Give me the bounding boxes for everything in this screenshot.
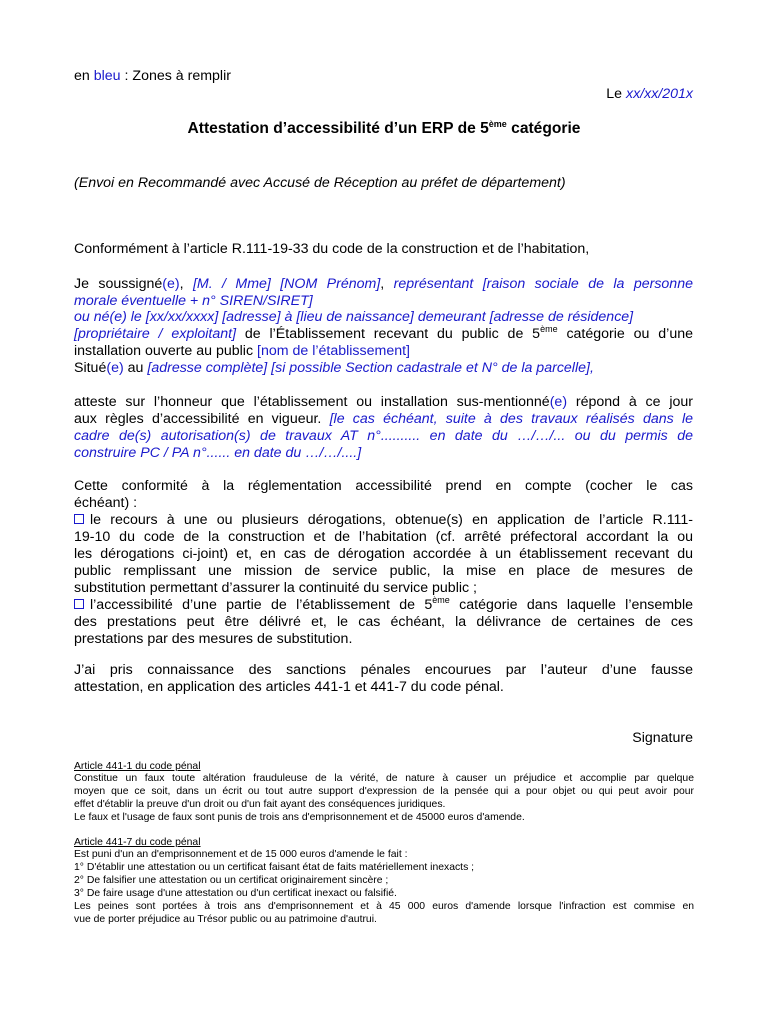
permit-field[interactable]: cadre de(s) autorisation(s) de travaux AT n°.......... en date du …/…/... ou du permis de bbox=[74, 428, 693, 444]
article-441-7-line-3: 2° De falsifier une attestation ou un certificat originairement sincère ; bbox=[74, 875, 389, 886]
conformite-line-2: échéant) : bbox=[74, 495, 138, 511]
article-441-1-title: Article 441-1 du code pénal bbox=[74, 761, 201, 772]
option-derogation-line-3: les dérogations ci-joint) et, en cas de dérogation accordée à un établissement recevant du bbox=[74, 546, 693, 562]
document-date bbox=[606, 86, 693, 102]
legend-prefix: en bbox=[74, 68, 90, 84]
option-partial-line-2: des prestations peut être délivré et, le cas échéant, la délivrance de certaines de ces bbox=[74, 614, 693, 630]
option-derogation-line-5: substitution permettant d’assurer la continuité du service public ; bbox=[74, 580, 477, 596]
date-field[interactable]: xx/xx/201x bbox=[625, 86, 693, 102]
honneur-line-1: atteste sur l’honneur que l’établissement ou installation sus-mentionné(e) répond à ce jour bbox=[74, 394, 693, 410]
option-partial-line-3: prestations par des mesures de substitution. bbox=[74, 631, 353, 647]
declarant-line-6: Situé(e) au [adresse complète] [si possible Section cadastrale et N° de la parcelle], bbox=[74, 360, 594, 376]
name-field[interactable]: [M. / Mme] [NOM Prénom] bbox=[192, 276, 381, 292]
article-441-7-line-2: 1° D'établir une attestation ou un certificat faisant état de faits matériellement inexacts ; bbox=[74, 862, 475, 873]
article-441-7-line-1: Est puni d'un an d'emprisonnement et de 15 000 euros d'amende le fait : bbox=[74, 849, 408, 860]
page-subtitle: (Envoi en Recommandé avec Accusé de Réception au préfet de département) bbox=[74, 175, 566, 191]
option-derogation: le recours à une ou plusieurs dérogations, obtenue(s) en application de l’article R.111- bbox=[74, 512, 693, 528]
option-derogation-line-4: public remplissant une mission de service public, la mise en place de mesures de bbox=[74, 563, 693, 579]
article-441-1-line-2: moyen que ce soit, dans un écrit ou tout autre support d'expression de la pensée qui a pour objet ou qui peut avoir pour bbox=[74, 786, 694, 797]
role-field[interactable]: [propriétaire / exploitant] bbox=[74, 326, 237, 342]
legend-suffix: : Zones à remplir bbox=[124, 68, 231, 84]
page-title: Attestation d’accessibilité d’un ERP de 5ème catégorie bbox=[187, 119, 581, 137]
declarant-line-4: [propriétaire / exploitant] de l’Établissement recevant du public de 5ème catégorie ou d’une bbox=[74, 324, 693, 342]
declarant-line-5: installation ouverte au public [nom de l’établissement] bbox=[74, 343, 410, 359]
checkbox-partial-access[interactable] bbox=[74, 599, 84, 609]
full-address-field[interactable]: [adresse complète] [si possible Section cadastrale et N° de la parcelle], bbox=[147, 360, 594, 376]
birth-address-field[interactable]: ou né(e) le [xx/xx/xxxx] [adresse] à [lieu de naissance] demeurant [adresse de résidence] bbox=[74, 309, 634, 325]
declarant-line-1: Je soussigné(e), [M. / Mme] [NOM Prénom], représentant [raison sociale de la personne bbox=[74, 276, 693, 292]
signature-label: Signature bbox=[632, 730, 693, 746]
option-derogation-line-2: 19-10 du code de la construction et de l’habitation (cf. arrêté préfectoral accordant la ou bbox=[74, 529, 693, 545]
works-field[interactable]: [le cas échéant, suite à des travaux réalisés dans le bbox=[329, 411, 693, 427]
gender-field[interactable]: (e) bbox=[162, 276, 180, 292]
article-441-7-title: Article 441-7 du code pénal bbox=[74, 837, 201, 848]
title-superscript: ème bbox=[488, 119, 507, 129]
article-441-1-line-3: effet d'établir la preuve d'un droit ou d'un fait ayant des conséquences juridiques. bbox=[74, 799, 446, 810]
sanctions-line-2: attestation, en application des articles 441-1 et 441-7 du code pénal. bbox=[74, 679, 504, 695]
company-field[interactable]: représentant [raison sociale de la personne bbox=[393, 276, 693, 292]
option-partial-access: l’accessibilité d’une partie de l’établissement de 5ème catégorie dans laquelle l’ensemble bbox=[74, 597, 693, 613]
article-441-7-line-5: Les peines sont portées à trois ans d'emprisonnement et à 45 000 euros d'amende lorsque l'infraction est commise en bbox=[74, 901, 694, 912]
siren-field[interactable]: morale éventuelle + n° SIREN/SIRET] bbox=[74, 293, 313, 309]
sanctions-line-1: J’ai pris connaissance des sanctions pénales encourues par l’auteur d’une fausse bbox=[74, 662, 693, 678]
establishment-name-field[interactable]: [nom de l’établissement] bbox=[257, 343, 410, 359]
honneur-line-2: aux règles d’accessibilité en vigueur. [le cas échéant, suite à des travaux réalisés dans le bbox=[74, 411, 693, 427]
conformite-line-1: Cette conformité à la réglementation accessibilité prend en compte (cocher le cas bbox=[74, 478, 693, 494]
fill-legend bbox=[74, 68, 693, 84]
legend-blue-word: bleu bbox=[93, 68, 121, 84]
article-441-1-line-4: Le faux et l'usage de faux sont punis de trois ans d'emprisonnement et de 45000 euros d'amende. bbox=[74, 812, 525, 823]
intro-paragraph: Conformément à l’article R.111-19-33 du code de la construction et de l’habitation, bbox=[74, 241, 590, 257]
checkbox-derogation[interactable] bbox=[74, 514, 84, 524]
permit-date-field[interactable]: construire PC / PA n°...... en date du …/…/....] bbox=[74, 445, 362, 461]
article-441-1-line-1: Constitue un faux toute altération frauduleuse de la vérité, de nature à causer un préjudice et accomplie par quelque bbox=[74, 773, 694, 784]
date-prefix: Le bbox=[606, 86, 623, 102]
article-441-7-line-6: vue de porter préjudice au Trésor public ou au patrimoine d'autrui. bbox=[74, 914, 377, 925]
article-441-7-line-4: 3° De faire usage d'une attestation ou d'un certificat inexact ou falsifié. bbox=[74, 888, 397, 899]
